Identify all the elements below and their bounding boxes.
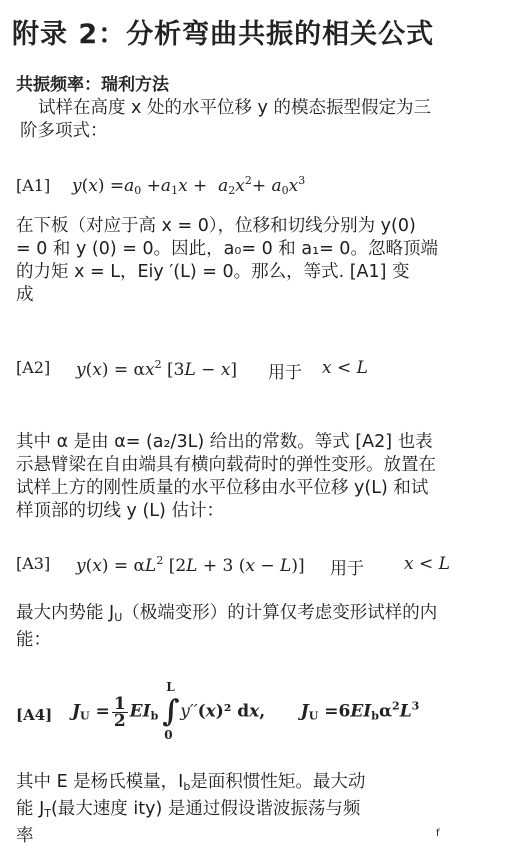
text-line: 最大内势能 $J_U$（极端变形）的计算仅考虑变形试样的内 — [16, 603, 438, 624]
text-line: 试样上方的刚性质量的水平位移由水平位移 y(L) 和试 — [16, 478, 429, 498]
paragraph-mode-shape — [20, 97, 431, 143]
equation-a4: $J_U$ = $\frac{1}{2}$ $EI_b$ L ∫ 0 y′′(x)² dx, $J_U =6EI_b\alpha^2L^3$ — [72, 680, 420, 742]
text-line: 成 — [16, 285, 34, 305]
equation-tag-a3: [A3] — [16, 554, 51, 573]
equation-a3-for: 用于 — [330, 559, 364, 579]
text-line: 的力矩 x = L，Eiy ′(L) = 0。那么，等式. [A1] 变 — [16, 262, 410, 282]
text-line: 试样在高度 x 处的水平位移 y 的模态振型假定为三 — [38, 98, 431, 118]
equation-tag-a4: [A4] — [16, 706, 53, 724]
paragraph-boundary-conditions — [16, 215, 438, 307]
page-title: 附录 2：分析弯曲共振的相关公式 — [12, 19, 435, 50]
equation-a1: $y(x) =a_0 +a_1x + a_2x^2+ a_0x^3$ — [72, 174, 306, 197]
text-line: 阶多项式： — [20, 121, 108, 141]
paragraph-internal-energy — [16, 602, 437, 652]
paragraph-alpha-definition — [16, 431, 436, 523]
text-line: 其中 α 是由 α= (a₂/3L) 给出的常数。等式 [A2] 也表 — [16, 432, 433, 452]
text-line: 能： — [16, 630, 51, 650]
text-line: 其中 E 是杨氏模量，$I_b$是面积惯性矩。最大动 — [16, 772, 366, 793]
equation-a2: $y(x) = \alpha x^2$ [3L − x] — [76, 358, 238, 380]
text-line: 率 — [16, 826, 34, 846]
equation-a2-for: 用于 — [268, 363, 302, 383]
footer-mark: f — [436, 828, 440, 839]
paragraph-kinetic-energy — [16, 771, 365, 848]
equation-tag-a1: [A1] — [16, 176, 51, 195]
text-line: 示悬臂梁在自由端具有横向载荷时的弹性变形。放置在 — [16, 455, 436, 475]
equation-tag-a2: [A2] — [16, 358, 51, 377]
text-line: 能 $J_T$(最大速度 ity) 是通过假设谐波振荡与频 — [16, 799, 361, 820]
text-line: 在下板（对应于高 x = 0），位移和切线分别为 y(0) — [16, 216, 416, 236]
section-heading: 共振频率：瑞利方法 — [16, 75, 169, 95]
equation-a3-condition: x < L — [404, 554, 450, 574]
text-line: = 0 和 y (0) = 0。因此，a₀= 0 和 a₁= 0。忽略顶端 — [16, 239, 438, 259]
equation-a3: $y(x) = \alpha L^2$ [2L + 3 (x − L)] — [76, 554, 305, 576]
text-line: 样顶部的切线 y (L) 估计： — [16, 501, 224, 521]
equation-a2-condition: x < L — [322, 358, 368, 378]
